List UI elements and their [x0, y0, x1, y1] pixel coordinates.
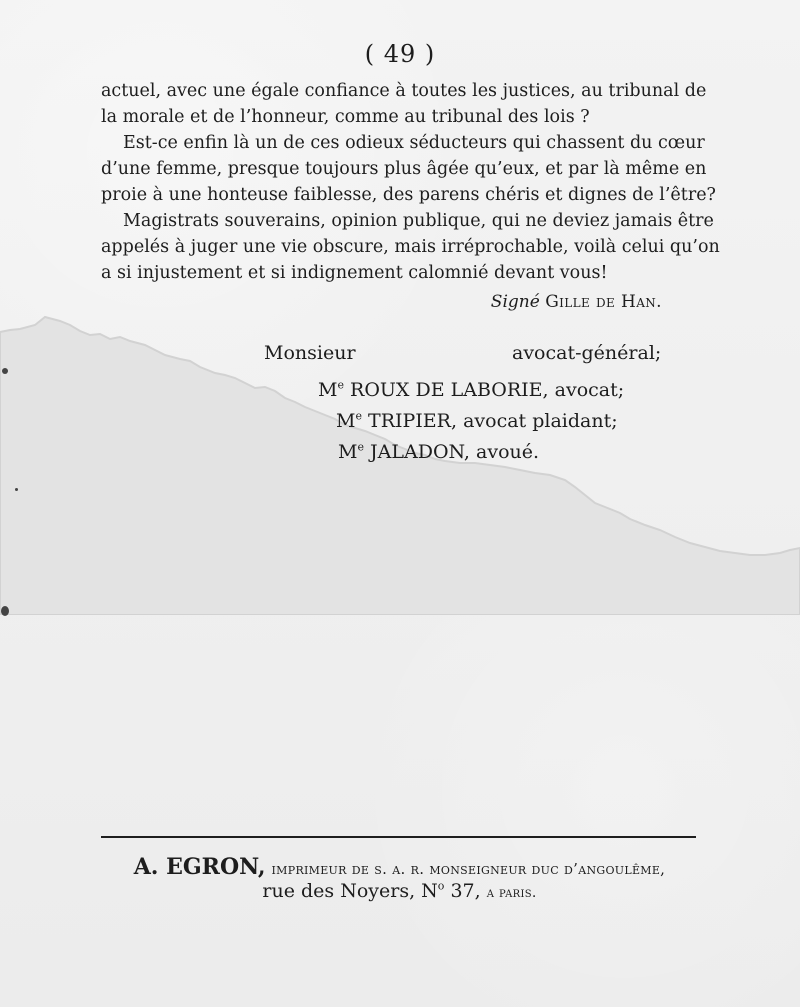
official-role: avocat;	[554, 379, 625, 401]
body-line: a si injustement et si indignement calomnié devant vous!	[101, 263, 608, 283]
maitre-prefix-sup: e	[337, 378, 344, 392]
official-tripier	[336, 410, 618, 432]
body-line: Magistrats souverains, opinion publique, qui ne deviez jamais être	[123, 211, 714, 231]
signatory-name: Gille de Han.	[545, 292, 662, 312]
signed-label: Signé	[490, 292, 540, 312]
printer-number-sup: o	[437, 879, 445, 893]
official-name: TRIPIER,	[368, 410, 458, 432]
ink-speck	[1, 606, 9, 616]
monsieur-label: Monsieur	[264, 342, 356, 364]
maitre-prefix: M	[338, 441, 358, 463]
body-line: d’une femme, presque toujours plus âgée qu’eux, et par là même en	[101, 159, 707, 179]
signature	[491, 292, 662, 312]
maitre-prefix: M	[318, 379, 338, 401]
official-name: JALADON,	[370, 441, 470, 463]
official-monsieur	[264, 342, 356, 364]
official-role: avocat plaidant;	[463, 410, 618, 432]
printer-imprint	[101, 854, 698, 880]
body-line: la morale et de l’honneur, comme au tribunal des lois ?	[101, 107, 590, 127]
official-jaladon	[338, 441, 539, 463]
printer-title: imprimeur de s. a. r. monseigneur duc d’angoulême,	[271, 860, 666, 878]
printer-number: 37,	[450, 880, 481, 902]
body-line: proie à une honteuse faiblesse, des parens chéris et dignes de l’être?	[101, 185, 716, 205]
printer-street: rue des Noyers,	[262, 880, 416, 902]
maitre-prefix-sup: e	[357, 440, 364, 454]
printer-city: a paris.	[486, 885, 537, 901]
page-number: ( 49 )	[364, 40, 436, 68]
printer-address	[101, 880, 698, 902]
body-line: actuel, avec une égale confiance à toutes les justices, au tribunal de	[101, 81, 707, 101]
official-avocat-general	[512, 342, 661, 364]
printer-name: A. EGRON,	[133, 854, 266, 880]
body-line: appelés à juger une vie obscure, mais irréprochable, voilà celui qu’on	[101, 237, 720, 257]
footer-rule	[101, 836, 696, 838]
water-stain	[0, 315, 800, 615]
printer-number-label: N	[421, 880, 438, 902]
body-text	[101, 78, 720, 286]
official-role: avoué.	[476, 441, 540, 463]
maitre-prefix: M	[336, 410, 356, 432]
ink-speck	[2, 368, 8, 374]
maitre-prefix-sup: e	[355, 409, 362, 423]
body-line: Est-ce enfin là un de ces odieux séducteurs qui chassent du cœur	[123, 133, 705, 153]
official-name: ROUX DE LABORIE,	[350, 379, 549, 401]
official-roux	[318, 379, 624, 401]
avocat-general-role: avocat-général;	[512, 342, 662, 364]
ink-speck	[15, 488, 18, 491]
